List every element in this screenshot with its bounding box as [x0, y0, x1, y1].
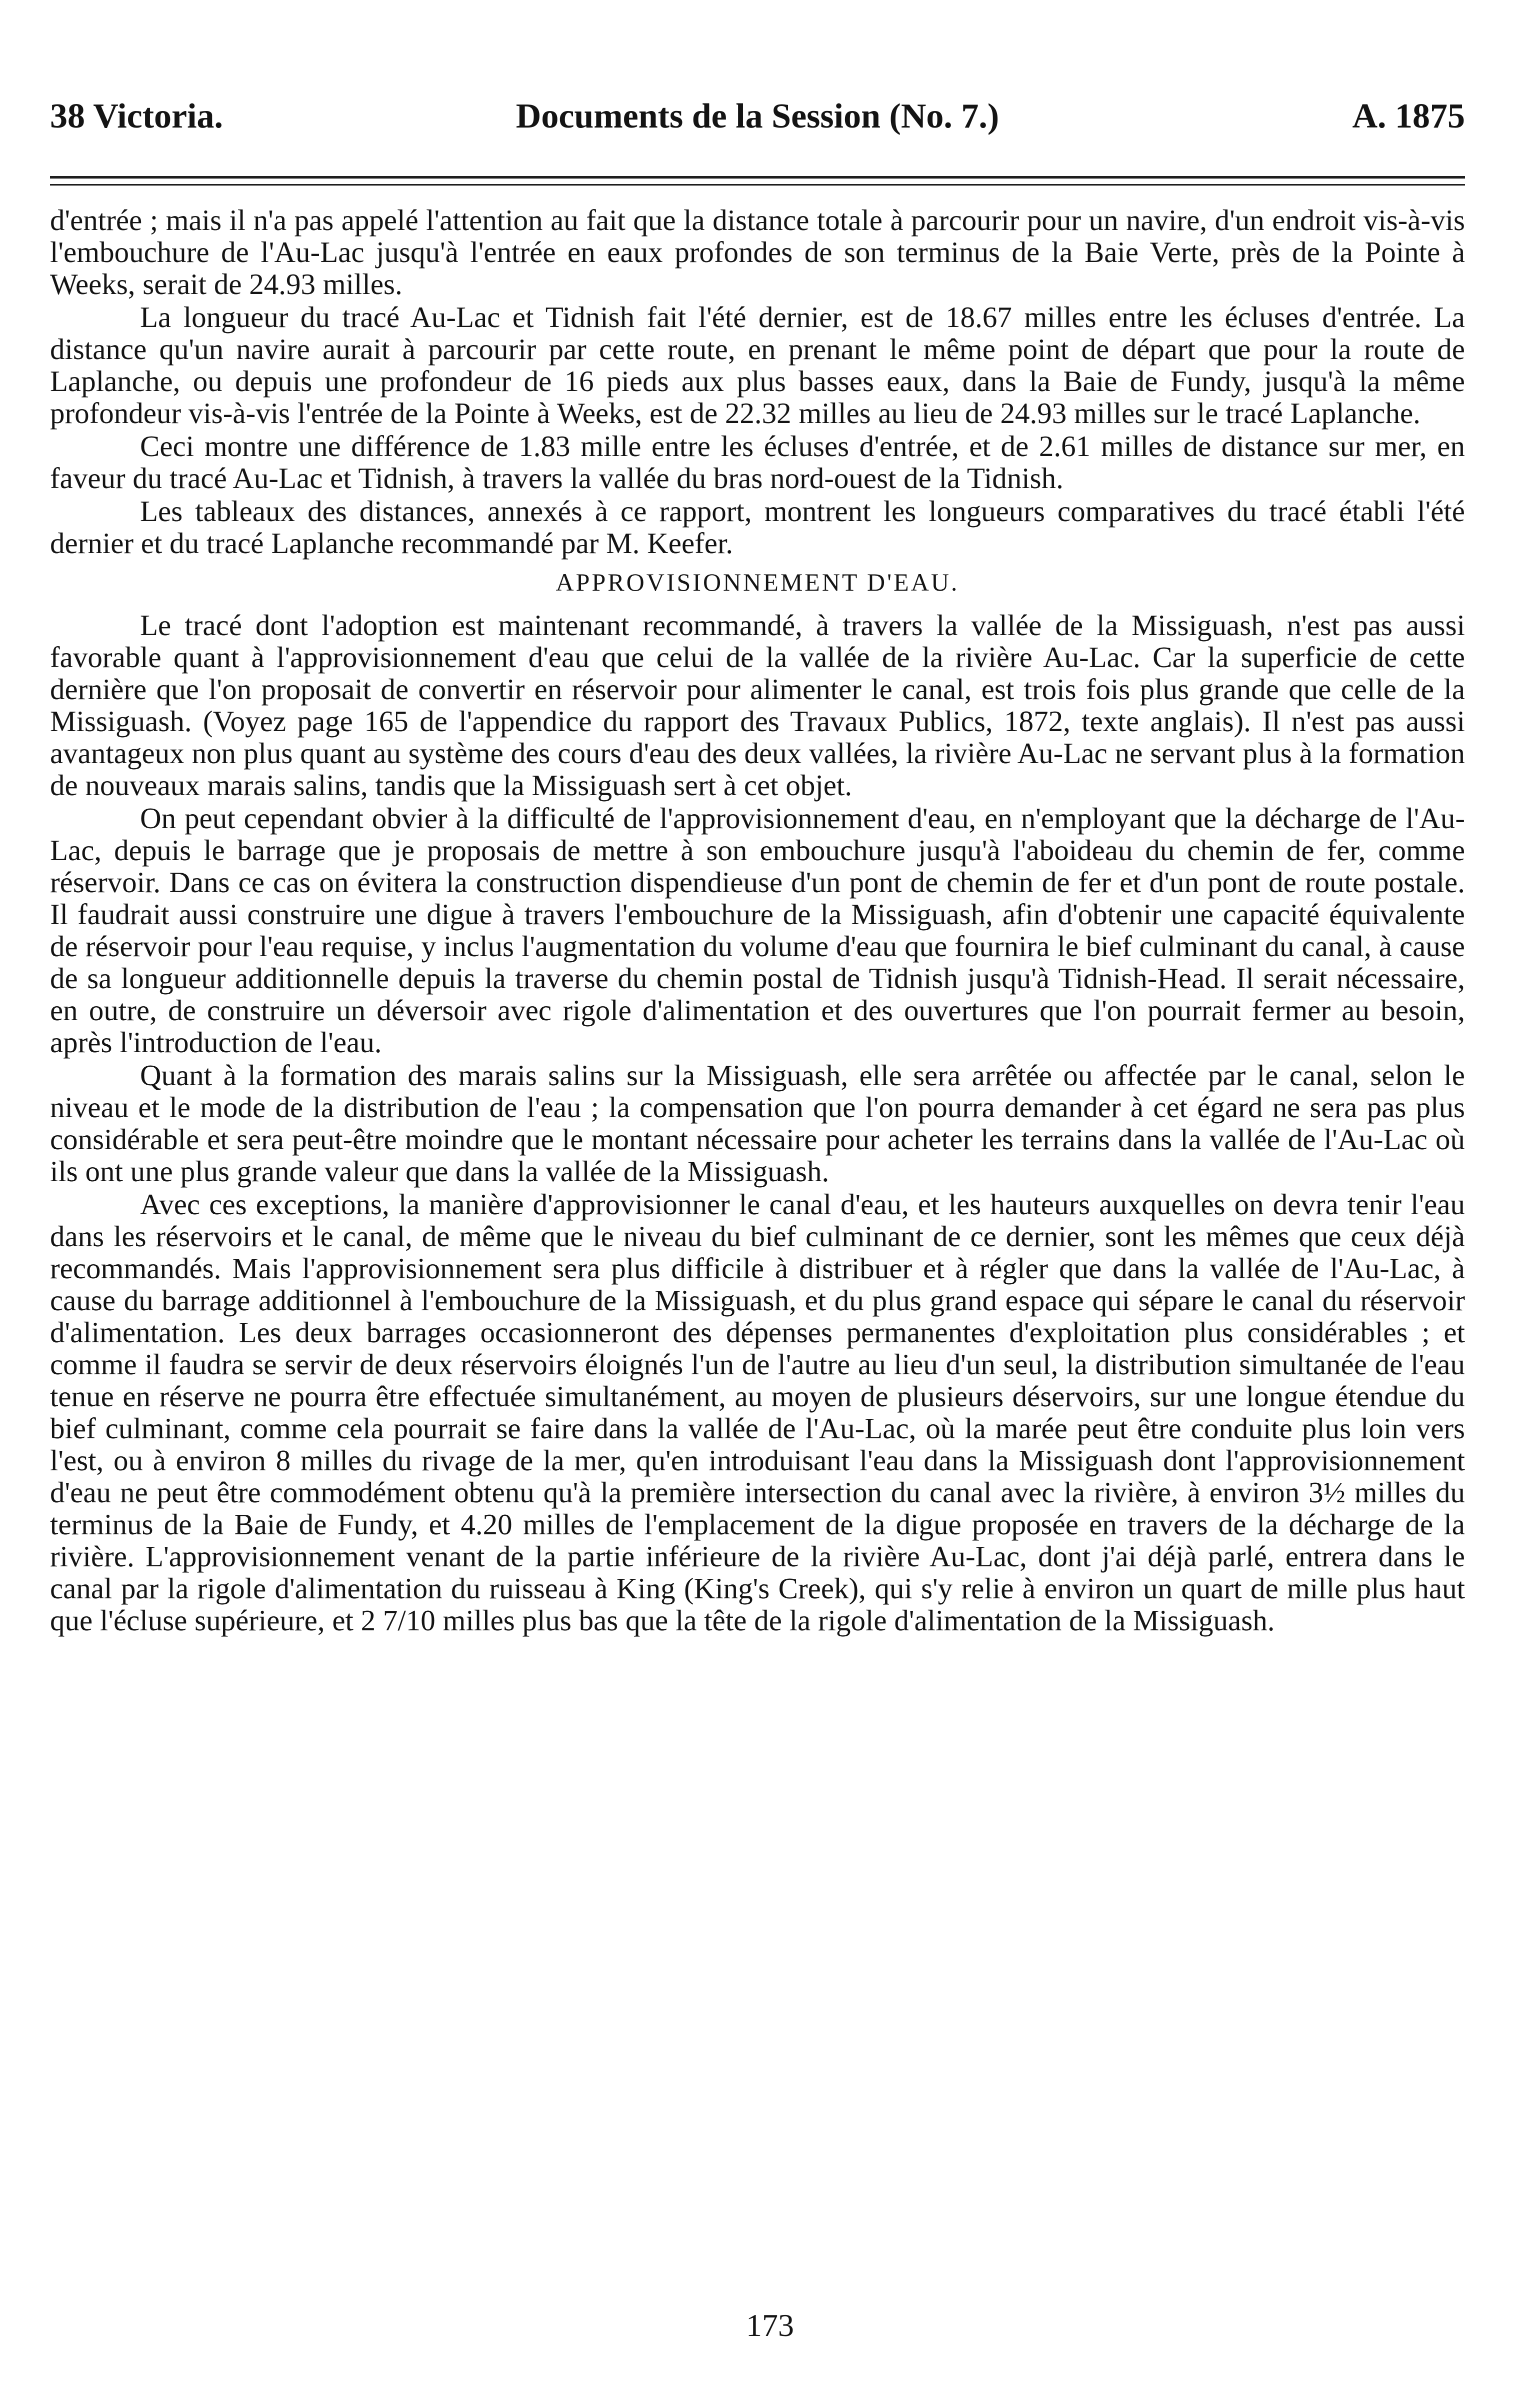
paragraph: La longueur du tracé Au-Lac et Tidnish fait l'été dernier, est de 18.67 milles entre les écluses d'entrée. La distance qu'un navire aurait à parcourir par cette route, en prenant le même point de départ que pour la route de Laplanche, ou depuis une profondeur de 16 pieds aux plus basses eaux, dans la Baie de Fundy, jusqu'à la même profondeur vis-à-vis l'entrée de la Pointe à Weeks, est de 22.32 milles au lieu de 24.93 milles sur le tracé Laplanche.	[50, 301, 1465, 430]
header-rule-thin	[50, 184, 1465, 186]
paragraph: Quant à la formation des marais salins sur la Missiguash, elle sera arrêtée ou affectée par le canal, selon le niveau et le mode de la distribution de l'eau ; la compensation que l'on pourra demander à cet égard ne sera pas plus considérable et sera peut-être moindre que le montant nécessaire pour acheter les terrains dans la vallée de l'Au-Lac où ils ont une plus grande valeur que dans la vallée de la Missiguash.	[50, 1059, 1465, 1188]
paragraph: Avec ces exceptions, la manière d'approvisionner le canal d'eau, et les hauteurs auxquelles on devra tenir l'eau dans les réservoirs et le canal, de même que le niveau du bief culminant de ce dernier, sont les mêmes que ceux déjà recommandés. Mais l'approvisionnement sera plus difficile à distribuer et à régler que dans la vallée de l'Au-Lac, à cause du barrage additionnel à l'embouchure de la Missiguash, et du plus grand espace qui sépare le canal du réservoir d'alimentation. Les deux barrages occasionneront des dépenses permanentes d'exploitation plus considérables ; et comme il faudra se servir de deux réservoirs éloignés l'un de l'autre au lieu d'un seul, la distribution simultanée de l'eau tenue en réserve ne pourra être effectuée simultanément, au moyen de plusieurs déservoirs, sur une longue étendue du bief culminant, comme cela pourrait se faire dans la vallée de l'Au-Lac, où la marée peut être conduite plus loin vers l'est, ou à environ 8 milles du rivage de la mer, qu'en introduisant l'eau dans la Missiguash dont l'approvisionnement d'eau ne peut être commodément obtenu qu'à la première intersection du canal avec la rivière, à environ 3½ milles du terminus de la Baie de Fundy, et 4.20 milles de l'emplacement de la digue proposée en travers de la décharge de la rivière. L'approvisionnement venant de la partie inférieure de la rivière Au-Lac, dont j'ai déjà parlé, entrera dans le canal par la rigole d'alimentation du ruisseau à King (King's Creek), qui s'y relie à environ un quart de mille plus haut que l'écluse supérieure, et 2 7/10 milles plus bas que la tête de la rigole d'alimentation de la Missiguash.	[50, 1188, 1465, 1637]
paragraph: d'entrée ; mais il n'a pas appelé l'attention au fait que la distance totale à parcourir pour un navire, d'un endroit vis-à-vis l'embouchure de l'Au-Lac jusqu'à l'entrée en eaux profondes de son terminus de la Baie Verte, près de la Pointe à Weeks, serait de 24.93 milles.	[50, 204, 1465, 301]
header-volume: 38 Victoria.	[50, 97, 224, 136]
paragraph: Le tracé dont l'adoption est maintenant recommandé, à travers la vallée de la Missiguash, n'est pas aussi favorable quant à l'approvisionnement d'eau que celui de la vallée de la rivière Au-Lac. Car la superficie de cette dernière que l'on proposait de convertir en réservoir pour alimenter le canal, est trois fois plus grande que celle de la Missiguash. (Voyez page 165 de l'appendice du rapport des Travaux Publics, 1872, texte anglais). Il n'est pas aussi avantageux non plus quant au système des cours d'eau des deux vallées, la rivière Au-Lac ne servant plus à la formation de nouveaux marais salins, tandis que la Missiguash sert à cet objet.	[50, 609, 1465, 802]
paragraph: Ceci montre une différence de 1.83 mille entre les écluses d'entrée, et de 2.61 milles de distance sur mer, en faveur du tracé Au-Lac et Tidnish, à travers la vallée du bras nord-ouest de la Tidnish.	[50, 430, 1465, 495]
page-body	[50, 204, 1465, 1637]
section-heading: APPROVISIONNEMENT D'EAU.	[556, 568, 960, 596]
running-header	[50, 89, 1465, 144]
header-title: Documents de la Session (No. 7.)	[516, 97, 1000, 136]
paragraph: Les tableaux des distances, annexés à ce rapport, montrent les longueurs comparatives du tracé établi l'été dernier et du tracé Laplanche recommandé par M. Keefer.	[50, 495, 1465, 560]
header-year: A. 1875	[1352, 97, 1465, 136]
paragraph: On peut cependant obvier à la difficulté de l'approvisionnement d'eau, en n'employant que la décharge de l'Au-Lac, depuis le barrage que je proposais de mettre à son embouchure jusqu'à l'aboideau du chemin de fer, comme réservoir. Dans ce cas on évitera la construction dispendieuse d'un pont de chemin de fer et d'un pont de route postale. Il faudrait aussi construire une digue à travers l'embouchure de la Missiguash, afin d'obtenir une capacité équivalente de réservoir pour l'eau requise, y inclus l'augmentation du volume d'eau que fournira le bief culminant du canal, à cause de sa longueur additionnelle depuis la traverse du chemin postal de Tidnish jusqu'à Tidnish-Head. Il serait nécessaire, en outre, de construire un déversoir avec rigole d'alimentation et des ouvertures que l'on pourrait fermer au besoin, après l'introduction de l'eau.	[50, 802, 1465, 1059]
header-rule-thick	[50, 176, 1465, 179]
page-number: 173	[746, 2307, 794, 2343]
